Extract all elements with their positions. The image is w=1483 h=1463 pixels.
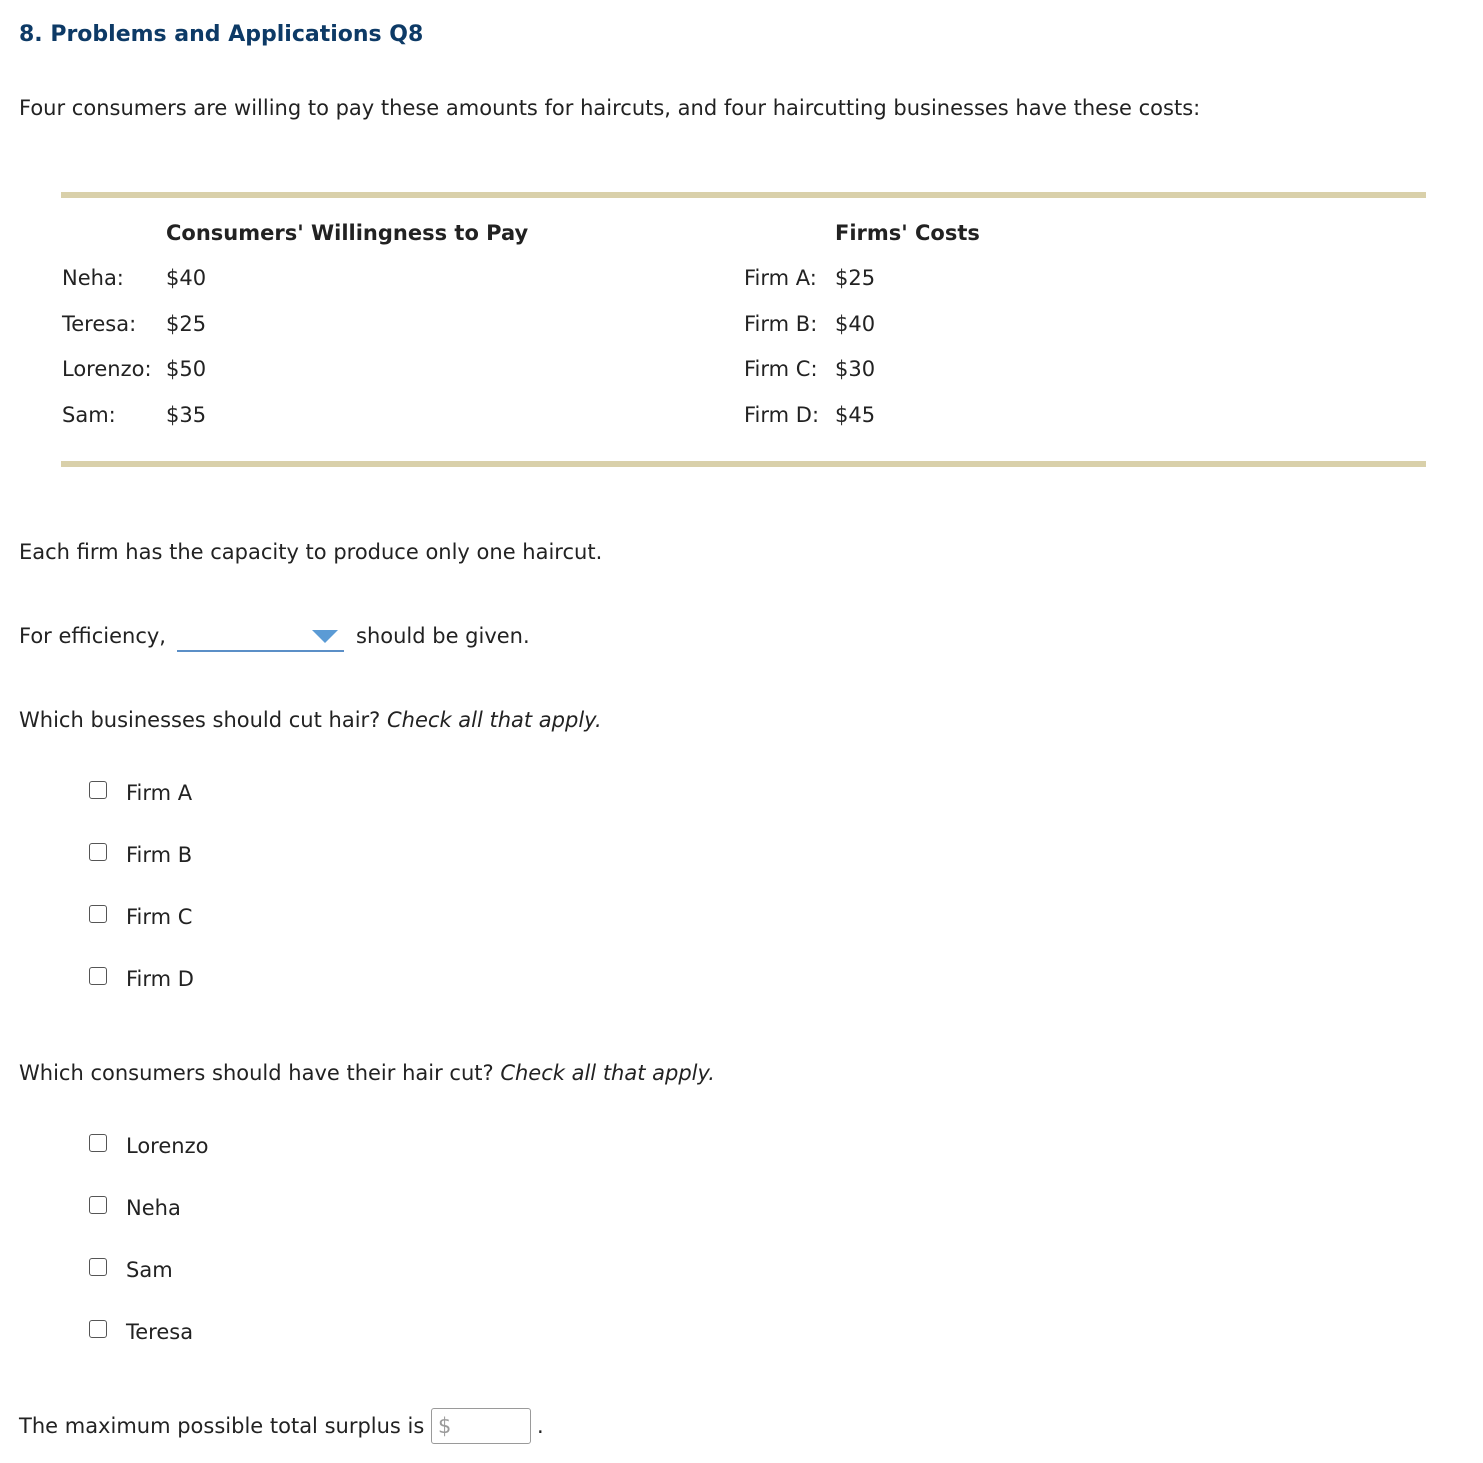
table-bottom-rule bbox=[61, 461, 1426, 467]
consumer-name: Lorenzo: bbox=[62, 357, 152, 381]
businesses-question bbox=[19, 708, 602, 732]
firm-cost: $30 bbox=[835, 357, 876, 381]
firm-cost: $45 bbox=[835, 403, 876, 427]
checkbox-label-lorenzo[interactable]: Lorenzo bbox=[126, 1134, 209, 1158]
firms-column-header: Firms' Costs bbox=[835, 221, 980, 245]
checkbox-sam[interactable] bbox=[89, 1258, 107, 1276]
checkbox-label-firm-a[interactable]: Firm A bbox=[126, 781, 193, 805]
consumer-value: $50 bbox=[166, 357, 207, 381]
consumers-column-header: Consumers' Willingness to Pay bbox=[166, 221, 529, 245]
checkbox-firm-b[interactable] bbox=[89, 843, 107, 861]
surplus-suffix: . bbox=[537, 1414, 544, 1438]
consumer-value: $35 bbox=[166, 403, 207, 427]
checkbox-firm-d[interactable] bbox=[89, 967, 107, 985]
checkbox-label-teresa[interactable]: Teresa bbox=[126, 1320, 194, 1344]
efficiency-suffix: should be given. bbox=[356, 624, 530, 648]
consumers-question-text: Which consumers should have their hair cut? bbox=[19, 1061, 494, 1085]
checkbox-label-firm-d[interactable]: Firm D bbox=[126, 967, 194, 991]
checkbox-lorenzo[interactable] bbox=[89, 1134, 107, 1152]
consumer-value: $25 bbox=[166, 312, 207, 336]
capacity-text: Each firm has the capacity to produce only one haircut. bbox=[19, 540, 603, 564]
checkbox-neha[interactable] bbox=[89, 1196, 107, 1214]
consumer-name: Teresa: bbox=[62, 312, 137, 336]
checkbox-label-sam[interactable]: Sam bbox=[126, 1258, 173, 1282]
checkbox-firm-a[interactable] bbox=[89, 781, 107, 799]
intro-text: Four consumers are willing to pay these amounts for haircuts, and four haircutting businesses have these costs: bbox=[19, 96, 1201, 120]
businesses-question-hint: Check all that apply. bbox=[387, 708, 602, 732]
firm-cost: $40 bbox=[835, 312, 876, 336]
firm-name: Firm C: bbox=[744, 357, 818, 381]
efficiency-dropdown[interactable] bbox=[177, 626, 344, 652]
caret-down-icon bbox=[312, 630, 338, 643]
firm-cost: $25 bbox=[835, 266, 876, 290]
table-top-rule bbox=[61, 192, 1426, 198]
businesses-question-text: Which businesses should cut hair? bbox=[19, 708, 381, 732]
surplus-input[interactable] bbox=[456, 1411, 530, 1443]
checkbox-label-firm-c[interactable]: Firm C bbox=[126, 905, 193, 929]
firm-name: Firm B: bbox=[744, 312, 818, 336]
checkbox-teresa[interactable] bbox=[89, 1320, 107, 1338]
checkbox-label-firm-b[interactable]: Firm B bbox=[126, 843, 193, 867]
efficiency-prefix: For efficiency, bbox=[19, 624, 166, 648]
consumers-question-hint: Check all that apply. bbox=[500, 1061, 715, 1085]
dollar-sign-icon: $ bbox=[438, 1414, 452, 1438]
checkbox-label-neha[interactable]: Neha bbox=[126, 1196, 181, 1220]
surplus-prefix: The maximum possible total surplus is bbox=[19, 1414, 425, 1438]
firm-name: Firm A: bbox=[744, 266, 817, 290]
consumer-name: Sam: bbox=[62, 403, 116, 427]
consumers-question bbox=[19, 1061, 715, 1085]
consumer-value: $40 bbox=[166, 266, 207, 290]
checkbox-firm-c[interactable] bbox=[89, 905, 107, 923]
surplus-input-box[interactable] bbox=[431, 1408, 531, 1444]
consumer-name: Neha: bbox=[62, 266, 124, 290]
page-title: 8. Problems and Applications Q8 bbox=[19, 22, 424, 47]
firm-name: Firm D: bbox=[744, 403, 820, 427]
